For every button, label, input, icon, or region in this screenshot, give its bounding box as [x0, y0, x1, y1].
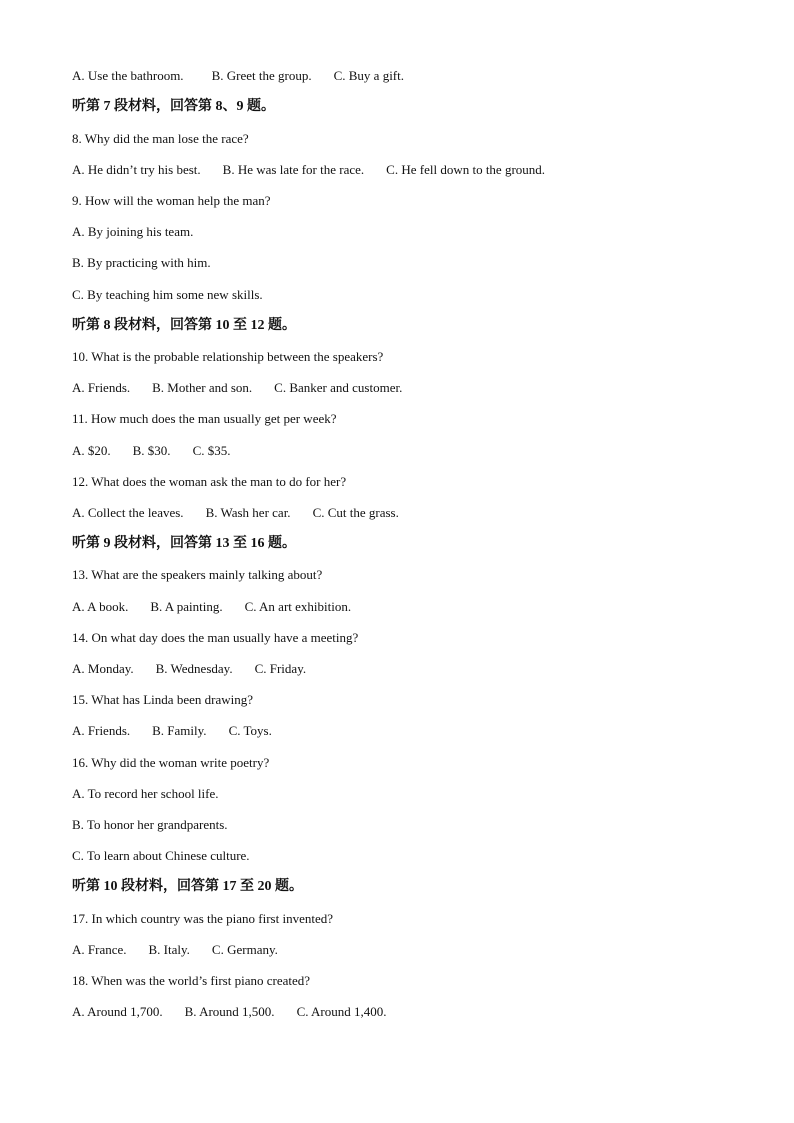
option-a: A. Monday.: [72, 661, 134, 676]
option-b: B. Greet the group.: [211, 68, 312, 83]
options-q12: [72, 505, 399, 521]
option-16b: B. To honor her grandparents.: [72, 817, 228, 832]
options-q18: [72, 1004, 386, 1020]
option-c: C. Around 1,400.: [296, 1004, 387, 1019]
option-c: C. He fell down to the ground.: [386, 162, 546, 177]
option-b: B. He was late for the race.: [222, 162, 365, 177]
option-b: B. Mother and son.: [152, 380, 253, 395]
question-17: 17. In which country was the piano first invented?: [72, 911, 334, 926]
options-q15: [72, 723, 272, 739]
option-a: A. Friends.: [72, 380, 131, 395]
options-q10: [72, 380, 402, 396]
question-14: 14. On what day does the man usually have a meeting?: [72, 630, 359, 645]
options-q17: [72, 942, 278, 958]
option-a: A. Use the bathroom.: [72, 68, 184, 83]
option-9b: B. By practicing with him.: [72, 255, 211, 270]
option-b: B. Around 1,500.: [184, 1004, 275, 1019]
option-a: A. A book.: [72, 599, 129, 614]
section-heading-10: 听第 10 段材料，回答第 17 至 20 题。: [72, 879, 303, 894]
option-a: A. France.: [72, 942, 127, 957]
option-b: B. Wash her car.: [205, 505, 291, 520]
question-13: 13. What are the speakers mainly talking about?: [72, 567, 323, 582]
options-q11: [72, 443, 230, 459]
option-b: B. Wednesday.: [155, 661, 233, 676]
option-c: C. $35.: [192, 443, 231, 458]
question-11: 11. How much does the man usually get per week?: [72, 411, 337, 426]
option-a: A. Around 1,700.: [72, 1004, 163, 1019]
option-b: B. A painting.: [150, 599, 223, 614]
section-heading-8: 听第 8 段材料，回答第 10 至 12 题。: [72, 318, 296, 333]
section-heading-9: 听第 9 段材料，回答第 13 至 16 题。: [72, 536, 296, 551]
option-9a: A. By joining his team.: [72, 224, 194, 239]
option-c: C. Germany.: [211, 942, 278, 957]
section-heading-7: 听第 7 段材料，回答第 8、9 题。: [72, 99, 275, 114]
option-9c: C. By teaching him some new skills.: [72, 287, 263, 302]
question-16: 16. Why did the woman write poetry?: [72, 755, 270, 770]
option-a: A. Collect the leaves.: [72, 505, 184, 520]
option-c: C. Friday.: [254, 661, 307, 676]
option-c: C. Cut the grass.: [312, 505, 399, 520]
options-q7: [72, 68, 404, 84]
option-c: C. Banker and customer.: [274, 380, 403, 395]
question-18: 18. When was the world’s first piano created?: [72, 973, 311, 988]
options-q14: [72, 661, 306, 677]
option-16c: C. To learn about Chinese culture.: [72, 848, 250, 863]
option-c: C. Buy a gift.: [333, 68, 404, 83]
option-c: C. Toys.: [228, 723, 272, 738]
options-q13: [72, 599, 351, 615]
options-q8: [72, 162, 545, 178]
question-10: 10. What is the probable relationship between the speakers?: [72, 349, 384, 364]
question-9: 9. How will the woman help the man?: [72, 193, 271, 208]
option-b: B. Italy.: [148, 942, 190, 957]
option-b: B. Family.: [152, 723, 207, 738]
option-a: A. He didn’t try his best.: [72, 162, 201, 177]
option-a: A. Friends.: [72, 723, 131, 738]
question-8: 8. Why did the man lose the race?: [72, 131, 249, 146]
question-15: 15. What has Linda been drawing?: [72, 692, 253, 707]
option-16a: A. To record her school life.: [72, 786, 219, 801]
option-b: B. $30.: [132, 443, 171, 458]
option-a: A. $20.: [72, 443, 111, 458]
question-12: 12. What does the woman ask the man to do for her?: [72, 474, 347, 489]
option-c: C. An art exhibition.: [244, 599, 352, 614]
